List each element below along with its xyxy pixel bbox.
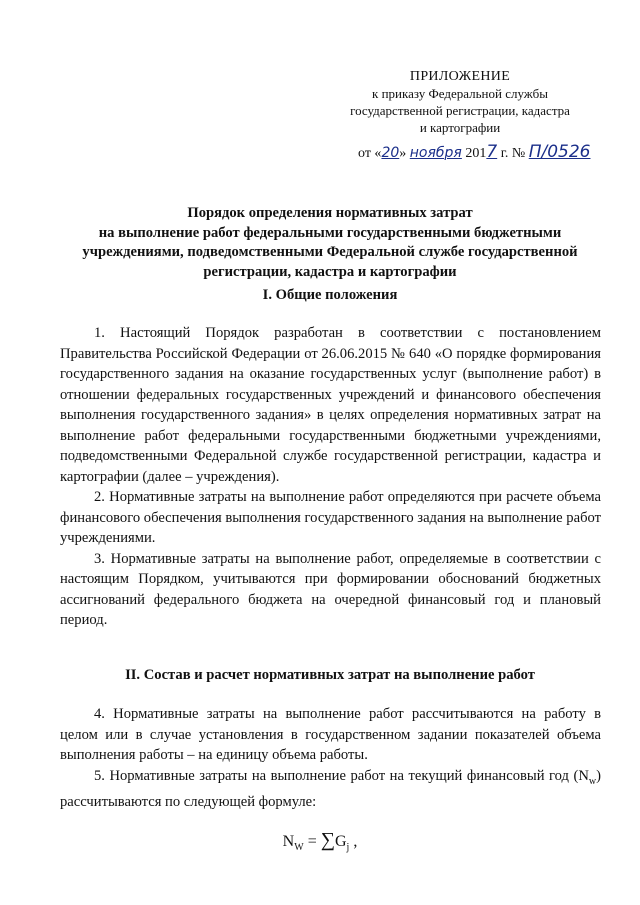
- order-year-prefix: 201: [465, 146, 487, 161]
- formula-sum-symbol: ∑: [320, 829, 335, 851]
- paragraph-1: 1. Настоящий Порядок разработан в соответствии с постановлением Правительства Российской Федерации от 26.06.2015 № 640 «О порядке формирования государственного задания на оказание государственных услуг (выполнение работ) в отношении федеральных государственных учреждений и финансового обеспечения выполнения государственного задания» в целях определения нормативных затрат на выполнение работ федеральными государственными бюджетными учреждениями, подведомственными Федеральной службе государственной регистрации, кадастра и картографии (далее – учреждения).: [60, 325, 601, 485]
- title-line-4: регистрации, кадастра и картографии: [203, 263, 457, 280]
- order-year-suffix: г. №: [497, 146, 526, 161]
- document-title: [60, 204, 600, 282]
- title-line-2: на выполнение работ федеральными государственными бюджетными: [98, 224, 562, 241]
- formula-rhs-subscript: j: [346, 842, 350, 854]
- order-year-digit-handwritten: 7: [486, 142, 498, 162]
- title-line-1: Порядок определения нормативных затрат: [187, 205, 473, 221]
- order-day-handwritten: 20: [381, 145, 400, 161]
- order-date-number: [358, 142, 598, 164]
- paragraph-2: 2. Нормативные затраты на выполнение работ определяются при расчете объема финансового обеспечения выполнения государственного задания на выполнение работ учреждениями.: [60, 489, 601, 546]
- formula-tail: ,: [349, 833, 358, 850]
- order-number-handwritten: П/0526: [528, 142, 591, 162]
- approval-heading: ПРИЛОЖЕНИЕ: [409, 69, 511, 84]
- formula-equals: =: [303, 833, 321, 850]
- paragraph-5: [60, 766, 601, 813]
- section-1-heading: I. Общие положения: [262, 287, 398, 303]
- order-month-handwritten: ноября: [409, 145, 462, 161]
- title-line-3: учреждениями, подведомственными Федеральной службе государственной: [82, 244, 578, 260]
- paragraph-5-subscript: w: [588, 775, 597, 787]
- formula-rhs: G: [334, 833, 347, 850]
- order-sep: »: [399, 146, 407, 161]
- paragraph-5-text: 5. Нормативные затраты на выполнение работ на текущий финансовый год (N: [94, 767, 589, 784]
- paragraph-3: 3. Нормативные затраты на выполнение работ, определяемые в соответствии с настоящим Порядком, учитываются при формировании обоснований бюджетных ассигнований федерального бюджета на очередной финансовый год и плановый период.: [60, 550, 601, 628]
- approval-line-3: и картографии: [419, 120, 501, 135]
- approval-line-2: государственной регистрации, кадастра: [350, 103, 570, 118]
- approval-stamp-block: [340, 68, 580, 136]
- formula: [0, 829, 640, 853]
- formula-lhs: N: [282, 833, 295, 850]
- formula-lhs-subscript: W: [294, 842, 304, 854]
- section-1-body: [60, 323, 601, 631]
- paragraph-5-end: ) рассчитываются по следующей формуле:: [60, 767, 601, 810]
- approval-line-1: к приказу Федеральной службы: [372, 86, 548, 101]
- order-prefix: от «: [358, 146, 382, 161]
- paragraph-4: 4. Нормативные затраты на выполнение работ рассчитываются на работу в целом или в случае установления в государственном задании показателей объема выполнения работы – на единицу объема работы.: [60, 706, 601, 763]
- section-2-heading: II. Состав и расчет нормативных затрат на выполнение работ: [125, 667, 535, 683]
- section-2-body: [60, 704, 601, 812]
